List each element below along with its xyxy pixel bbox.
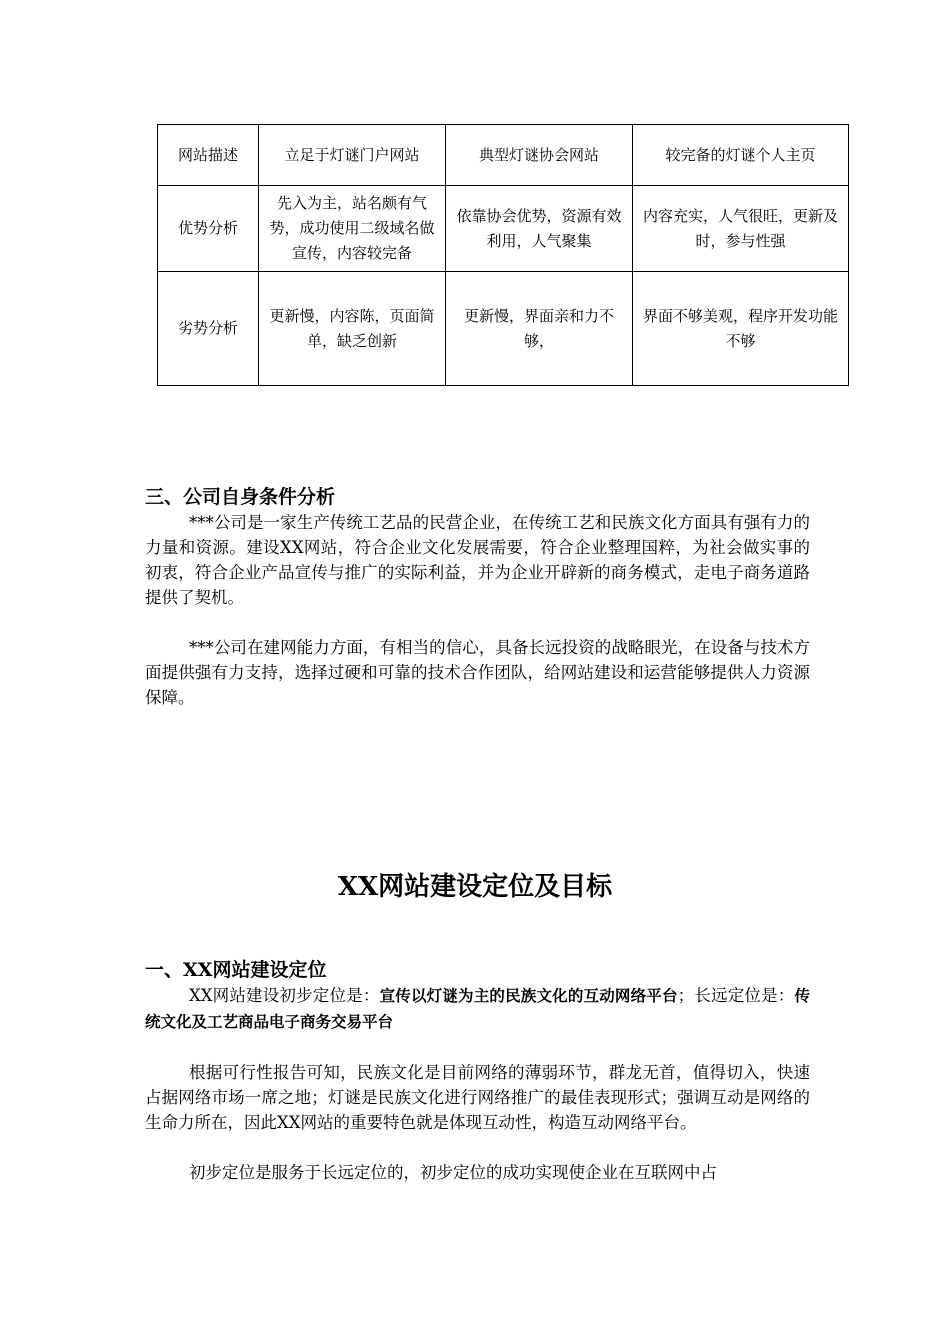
paragraph: ***公司是一家生产传统工艺品的民营企业，在传统工艺和民族文化方面具有强有力的力量和资源。建设XX网站，符合企业文化发展需要，符合企业整理国粹，为社会做实事的初衷，符合企业产品宣传与推广的实际利益，并为企业开辟新的商务模式，走电子商务道路提供了契机。: [145, 513, 810, 607]
paragraph: ***公司在建网能力方面，有相当的信心，具备长远投资的战略眼光，在设备与技术方面提供强有力支持，选择过硬和可靠的技术合作团队，给网站建设和运营能够提供人力资源保障。: [145, 638, 810, 707]
table-cell: 依靠协会优势，资源有效利用，人气聚集: [446, 186, 633, 272]
table-cell: 更新慢，内容陈，页面简单，缺乏创新: [259, 272, 446, 386]
text-span: ；长远定位是：: [677, 986, 795, 1005]
table-cell: 界面不够美观，程序开发功能不够: [633, 272, 849, 386]
table-row: [158, 272, 849, 386]
paragraph: [145, 983, 810, 1035]
bold-phrase: 传统文化及工艺商品电子商务交易平台: [145, 987, 811, 1031]
table-cell: 较完备的灯谜个人主页: [633, 125, 849, 186]
row-label: 网站描述: [158, 125, 259, 186]
positioning-section: [145, 958, 810, 1185]
table-cell: 立足于灯谜门户网站: [259, 125, 446, 186]
table-cell: 先入为主，站名颇有气势，成功使用二级域名做宣传，内容较完备: [259, 186, 446, 272]
section-heading: 三、公司自身条件分析: [145, 486, 336, 508]
table-row: [158, 125, 849, 186]
text-span: XX网站建设初步定位是：: [189, 986, 380, 1005]
table-row: [158, 186, 849, 272]
comparison-table: [157, 124, 849, 386]
page-title: XX网站建设定位及目标: [337, 872, 613, 902]
bold-phrase: 宣传以灯谜为主的民族文化的互动网络平台: [379, 987, 678, 1005]
table-cell: 内容充实，人气很旺，更新及时，参与性强: [633, 186, 849, 272]
paragraph: 初步定位是服务于长远定位的，初步定位的成功实现使企业在互联网中占: [189, 1163, 717, 1182]
section-heading: 一、XX网站建设定位: [145, 959, 327, 981]
row-label: 优势分析: [158, 186, 259, 272]
row-label: 劣势分析: [158, 272, 259, 386]
paragraph: 根据可行性报告可知，民族文化是目前网络的薄弱环节，群龙无首，值得切入，快速占据网络市场一席之地；灯谜是民族文化进行网络推广的最佳表现形式；强调互动是网络的生命力所在，因此XX网站的重要特色就是体现互动性，构造互动网络平台。: [145, 1063, 810, 1132]
table-cell: 更新慢，界面亲和力不够，: [446, 272, 633, 386]
table-cell: 典型灯谜协会网站: [446, 125, 633, 186]
company-analysis-section: [145, 485, 810, 710]
